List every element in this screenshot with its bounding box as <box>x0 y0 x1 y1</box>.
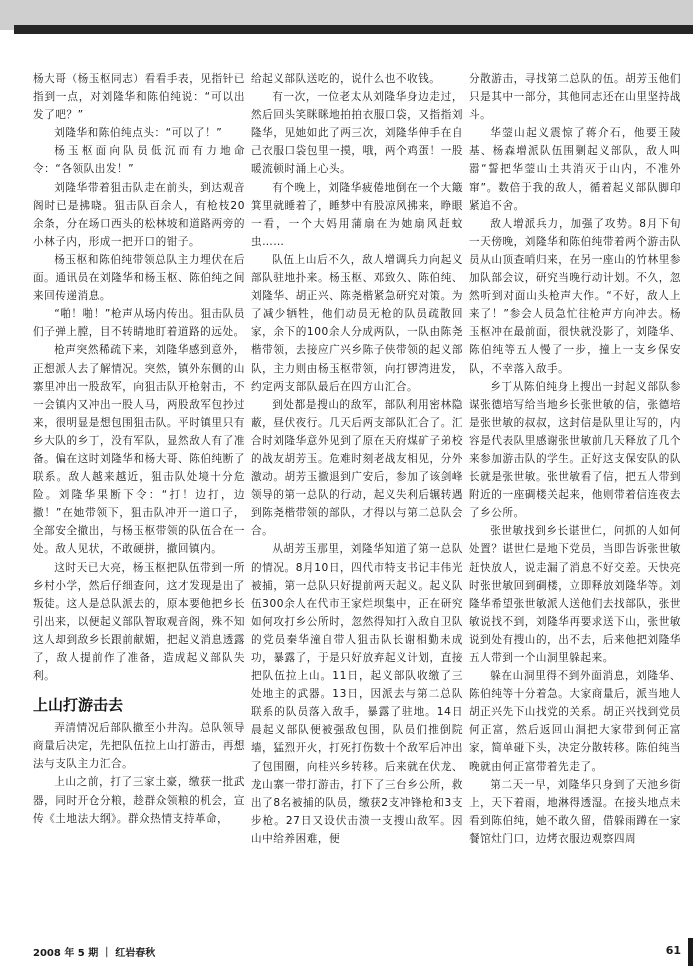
page-footer <box>33 944 681 962</box>
paragraph: 从胡芳玉那里，刘隆华知道了第一总队的情况。8月10日，四代市特支书记丰伟光被捕，第一总队只好提前两天起义。起义队伍300余人在代市王家烂坝集中，正在研究如何攻打乡公所时，忽然得知打入敌自卫队的党员秦华潼自带人狙击队长谢相勤未成功，暴露了，于是只好放弃起义计划，直接把队伍拉上山。11日，起义部队收缴了三处地主的武器。13日，因派去与第二总队联系的队员落入敌手，暴露了驻地。14日晨起义部队便被强敌包围，队员们推倒院墙，猛烈开火，打死打伤数十个敌军后冲出了包围圈，向桂兴乡转移。后来就在伏龙、龙山寨一带打游击，打下了三台乡公所，救出了8名被捕的队员，缴获2支冲锋枪和3支步枪。27日又设伏击溃一支搜山敌军。因山中给养困难，便 <box>251 543 463 845</box>
paragraph: 杨玉枢面向队员低沉而有力地命令：“各领队出发！” <box>33 145 245 176</box>
paragraph: 杨玉枢和陈伯纯带领总队主力埋伏在后面。通讯员在刘隆华和杨玉枢、陈伯纯之间来回传递消息。 <box>33 253 245 303</box>
column-1 <box>33 70 245 932</box>
header-bar <box>0 0 693 30</box>
paragraph: 刘隆华带着狙击队走在前头，到达观音阁时已是拂晓。狙击队百余人，有枪枝20余条，分在场口西头的松林坡和道路两旁的小林子内，形成一把开口的钳子。 <box>33 181 245 248</box>
page-edge-mark <box>688 938 693 966</box>
paragraph: 刘隆华和陈伯纯点头：“可以了！” <box>54 127 223 140</box>
paragraph: 这时天已大亮，杨玉枢把队伍带到一所乡村小学，然后仔细查问，这才发现是出了叛徒。这人是总队派去的，原本要他把乡长引出来，以便起义部队智取观音阁，殊不知这人却到敌乡长跟前献媚，把起义消息透露了，敌人提前作了准备，造成起义部队失利。 <box>33 561 245 683</box>
paragraph: “啪！啪！”枪声从场内传出。狙击队员们子弹上膛，目不转睛地盯着道路的远处。 <box>33 308 245 339</box>
paragraph: 队伍上山后不久，敌人增调兵力向起义部队驻地扑来。杨玉枢、邓致久、陈伯纯、刘隆华、胡正兴、陈尧楷紧急研究对策。为了减少牺牲，他们动员无枪的队员疏散回家，余下的100余人分成两队，一队由陈尧楷带领，去接应广兴乡陈子侠带领的起义部队，主力则由杨玉枢带领，向打锣湾进发，约定两支部队最后在四方山汇合。 <box>251 253 463 393</box>
paragraph: 到处都是搜山的敌军，部队利用密林隐蔽，昼伏夜行。几天后两支部队汇合了。汇合时刘隆华意外见到了原在天府煤矿子弟校的战友胡芳玉。危难时刻老战友相见，分外激动。胡芳玉撤退到广安后，参加了该剑峰领导的第一总队的行动，起义失利后辗转遇到陈尧楷带领的部队，才得以与第二总队会合。 <box>251 398 463 538</box>
page-number: 61 <box>665 944 681 957</box>
paragraph: 枪声突然稀疏下来，刘隆华感到意外，正想派人去了解情况。突然，镇外东侧的山寨里冲出一股敌军，向狙击队开枪射击，不一会镇内又冲出一股人马，两股敌军包抄过来，很明显是想包围狙击队。平时镇里只有乡大队的乡丁，没有军队，显然敌人有了准备。偏在这时刘隆华和杨大哥、陈伯纯断了联系。敌人越来越近，狙击队处境十分危险。刘隆华果断下令：“打！边打，边撤！”在她带领下，狙击队冲开一道口子，全部安全撤出，与杨玉枢带领的队伍合在一处。敌人见状，不敢硬拼，撤回镇内。 <box>33 344 245 556</box>
paragraph: 第二天一早，刘隆华只身到了天池乡街上，天下着雨，地淋得透湿。在接头地点未看到陈伯纯，她不敢久留，借躲雨蹲在一家餐馆灶门口，边烤衣服边观察四周 <box>469 778 681 845</box>
paragraph: 敌人增派兵力，加强了攻势。8月下旬一天傍晚，刘隆华和陈伯纯带着两个游击队员从山顶查哨归来，在另一座山的竹林里参加队部会议，研究当晚行动计划。不久，忽然听到对面山头枪声大作。“不好，敌人上来了！”参会人员急忙往枪声方向冲去。杨玉枢冲在最前面，很快就没影了，刘隆华、陈伯纯等五人慢了一步，撞上一支乡保安队，不幸落入敌手。 <box>469 217 681 375</box>
paragraph: 张世敏找到乡长谌世仁，问抓的人如何处置？谌世仁是地下党员，当即告诉张世敏赶快放人，说走漏了消息不好交差。天快亮时张世敏回到碉楼，立即释放刘隆华等。刘隆华希望张世敏派人送他们去找部队，张世敏说找不到，刘隆华再要求送下山，张世敏说到处有搜山的，出不去，后来他把刘隆华五人带到一个山洞里躲起来。 <box>469 525 681 664</box>
paragraph: 有一次，一位老太从刘隆华身边走过，然后回头笑眯眯地拍拍衣服口袋，又指指刘隆华，见她如此了两三次，刘隆华伸手在自己衣服口袋包里一摸，哦，两个鸡蛋！一股暖流顿时涌上心头。 <box>251 91 463 176</box>
section-heading: 上山打游击去 <box>33 696 124 715</box>
paragraph: 弄清情况后部队撤至小井沟。总队领导商量后决定，先把队伍拉上山打游击，再想法与支队主力汇合。 <box>33 722 245 771</box>
paragraph: 给起义部队送吃的，说什么也不收钱。 <box>251 73 441 85</box>
column-2 <box>251 70 463 932</box>
paragraph: 华蓥山起义震惊了蒋介石，他要王陵基、杨森增派队伍围剿起义部队，敌人叫嚣“誓把华蓥山土共消灭于山内，不准外窜”。数倍于我的敌人，循着起义部队脚印紧追不舍。 <box>469 127 681 212</box>
paragraph: 有个晚上，刘隆华疲倦地倒在一个大簸箕里就睡着了，睡梦中有股凉风拂来，睁眼一看，一个大妈用蒲扇在为她扇风赶蚊虫…… <box>251 181 463 248</box>
paragraph: 上山之前，打了三家土豪，缴获一批武器，同时开仓分粮，趁群众领粮的机会，宣传《土地法大纲》。群众热情支持革命， <box>33 776 245 825</box>
column-3 <box>469 70 681 932</box>
paragraph: 乡丁从陈伯纯身上搜出一封起义部队参谋张德培写给当地乡长张世敏的信，张德培是张世敏的叔叔，这封信是队里让写的，内容是代表队里感谢张世敏前几天释放了几个来参加游击队的学生。正好这支保安队的队长就是张世敏。张世敏看了信，把五人带到附近的一座碉楼关起来，他则带着信连夜去了乡公所。 <box>469 380 681 520</box>
paragraph: 分散游击，寻找第二总队的伍。胡芳玉他们只是其中一部分，其他同志还在山里坚持战斗。 <box>469 73 681 122</box>
issue-label: 2008 年 5 期 ｜ 红岩春秋 <box>33 948 156 959</box>
paragraph: 躲在山洞里得不到外面消息，刘隆华、陈伯纯等十分着急。大家商量后，派当地人胡正兴先下山找党的关系。胡正兴找到党员何正富，然后返回山洞把大家带到何正富家，简单碰下头，决定分散转移。陈伯纯当晚就由何正富带着先走了。 <box>469 670 681 773</box>
article-body <box>33 70 681 932</box>
paragraph: 杨大哥（杨玉枢同志）看看手表，见指针已指到一点，对刘隆华和陈伯纯说：“可以出发了吧？” <box>33 73 245 122</box>
header-rule <box>14 25 693 34</box>
